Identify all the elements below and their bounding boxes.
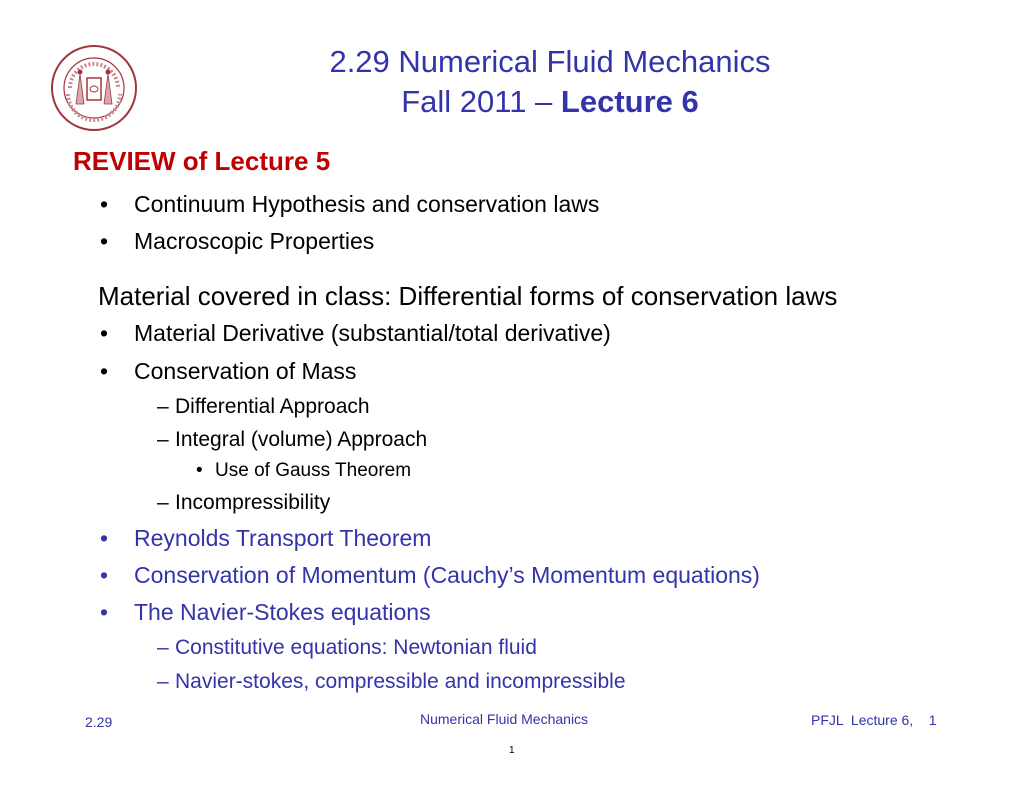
slide-title-line1: 2.29 Numerical Fluid Mechanics [329, 44, 771, 79]
footer-course-title: Numerical Fluid Mechanics [420, 711, 589, 727]
title-prefix: Fall 2011 – [401, 84, 561, 119]
footer-lecture-info: PFJL Lecture 6, 1 [811, 712, 937, 728]
page-number: 1 [509, 745, 515, 756]
material-heading: Material covered in class: Differential forms of conservation laws [98, 281, 838, 311]
review-heading: REVIEW of Lecture 5 [73, 146, 331, 176]
slide-title-line2 [0, 84, 1024, 120]
footer-course-number: 2.29 [85, 714, 113, 730]
title-lecture: Lecture 6 [560, 84, 699, 119]
